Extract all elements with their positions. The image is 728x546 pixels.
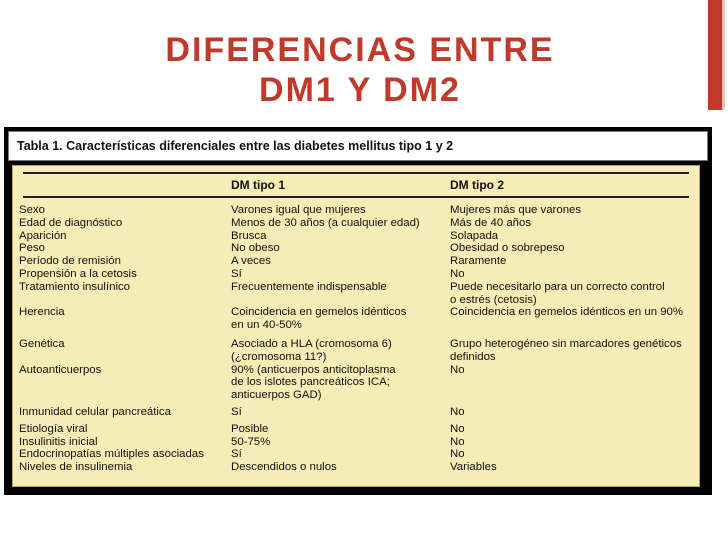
row-dm2-cell: Más de 40 años	[450, 216, 532, 229]
row-dm1-cell: A veces	[231, 255, 271, 268]
table-row	[13, 230, 699, 243]
row-dm2-cell: No	[450, 422, 465, 435]
row-dm1-cell: Sí	[231, 405, 242, 418]
table-row	[13, 281, 699, 307]
table-row	[13, 242, 699, 255]
row-dm2-cell: Mujeres más que varones	[450, 204, 582, 216]
table-caption: Tabla 1. Características diferenciales entre las diabetes mellitus tipo 1 y 2	[17, 139, 454, 153]
table-row	[13, 268, 699, 281]
row-dm2-cell: No	[450, 448, 465, 461]
row-dm1-cell: 90% (anticuerpos anticitoplasma de los islotes pancreáticos ICA; anticuerpos GAD)	[231, 363, 396, 402]
row-dm1-cell: Descendidos o nulos	[231, 461, 337, 474]
row-feature-cell: Aparición	[19, 229, 67, 242]
row-dm1-cell: Sí	[231, 448, 242, 461]
row-dm1-cell: Asociado a HLA (cromosoma 6) (¿cromosoma 11?)	[231, 337, 392, 363]
row-feature-cell: Edad de diagnóstico	[19, 216, 123, 229]
row-dm1-cell: Frecuentemente indispensable	[231, 280, 387, 293]
table-row	[13, 364, 699, 406]
row-feature-cell: Etiología viral	[19, 422, 88, 435]
column-header-dm1: DM tipo 1	[231, 178, 285, 192]
table-row	[13, 338, 699, 364]
row-dm1-cell: 50-75%	[231, 435, 271, 448]
row-dm1-cell: Brusca	[231, 229, 267, 242]
table-top-rule	[23, 172, 689, 174]
table-rows	[13, 204, 699, 474]
row-dm2-cell: No	[450, 363, 465, 376]
row-feature-cell: Peso	[19, 242, 45, 255]
row-dm2-cell: Puede necesitarlo para un correcto control o estrés (cetosis)	[450, 280, 665, 306]
row-dm2-cell: Raramente	[450, 255, 507, 268]
row-feature-cell: Tratamiento insulínico	[19, 280, 131, 293]
table-header-rule	[23, 196, 689, 198]
row-dm2-cell: Obesidad o sobrepeso	[450, 242, 565, 255]
table-body	[12, 165, 700, 487]
table-row	[13, 461, 699, 474]
table-caption-band	[8, 131, 708, 161]
row-feature-cell: Autoanticuerpos	[19, 363, 102, 376]
row-feature-cell: Insulinitis inicial	[19, 435, 98, 448]
table-row	[13, 255, 699, 268]
row-dm2-cell: No	[450, 267, 465, 280]
table-row	[13, 423, 699, 436]
row-dm1-cell: No obeso	[231, 242, 280, 255]
row-dm1-cell: Varones igual que mujeres	[231, 204, 366, 216]
row-dm2-cell: Solapada	[450, 229, 499, 242]
row-feature-cell: Endocrinopatías múltiples asociadas	[19, 448, 204, 461]
row-dm2-cell: Coincidencia en gemelos idénticos en un 90%	[450, 306, 684, 319]
slide-title-line-2: DM1 Y DM2	[259, 71, 461, 109]
row-dm2-cell: Variables	[450, 461, 497, 474]
slide-title	[150, 30, 570, 110]
table-row	[13, 406, 699, 423]
accent-bar-highlight	[722, 0, 725, 110]
row-feature-cell: Sexo	[19, 204, 45, 216]
slide-title-line-1: DIFERENCIAS ENTRE	[165, 31, 555, 69]
table-row	[13, 204, 699, 217]
row-feature-cell: Propensión a la cetosis	[19, 267, 137, 280]
row-dm1-cell: Coincidencia en gemelos idénticos en un 40-50%	[231, 306, 407, 332]
row-dm1-cell: Posible	[231, 422, 269, 435]
table-row	[13, 448, 699, 461]
table-row	[13, 217, 699, 230]
row-feature-cell: Inmunidad celular pancreática	[19, 405, 171, 418]
row-dm2-cell: No	[450, 435, 465, 448]
row-feature-cell: Herencia	[19, 306, 65, 319]
row-feature-cell: Genética	[19, 337, 65, 350]
row-dm1-cell: Sí	[231, 267, 242, 280]
table-row	[13, 436, 699, 449]
accent-bar	[708, 0, 722, 110]
row-feature-cell: Período de remisión	[19, 255, 121, 268]
row-dm2-cell: Grupo heterogéneo sin marcadores genéticos definidos	[450, 337, 682, 363]
comparison-table	[4, 127, 712, 495]
column-header-dm2: DM tipo 2	[450, 178, 504, 192]
row-dm1-cell: Menos de 30 años (a cualquier edad)	[231, 216, 420, 229]
table-row	[13, 306, 699, 338]
row-feature-cell: Niveles de insulinemia	[19, 461, 133, 474]
row-dm2-cell: No	[450, 405, 465, 418]
